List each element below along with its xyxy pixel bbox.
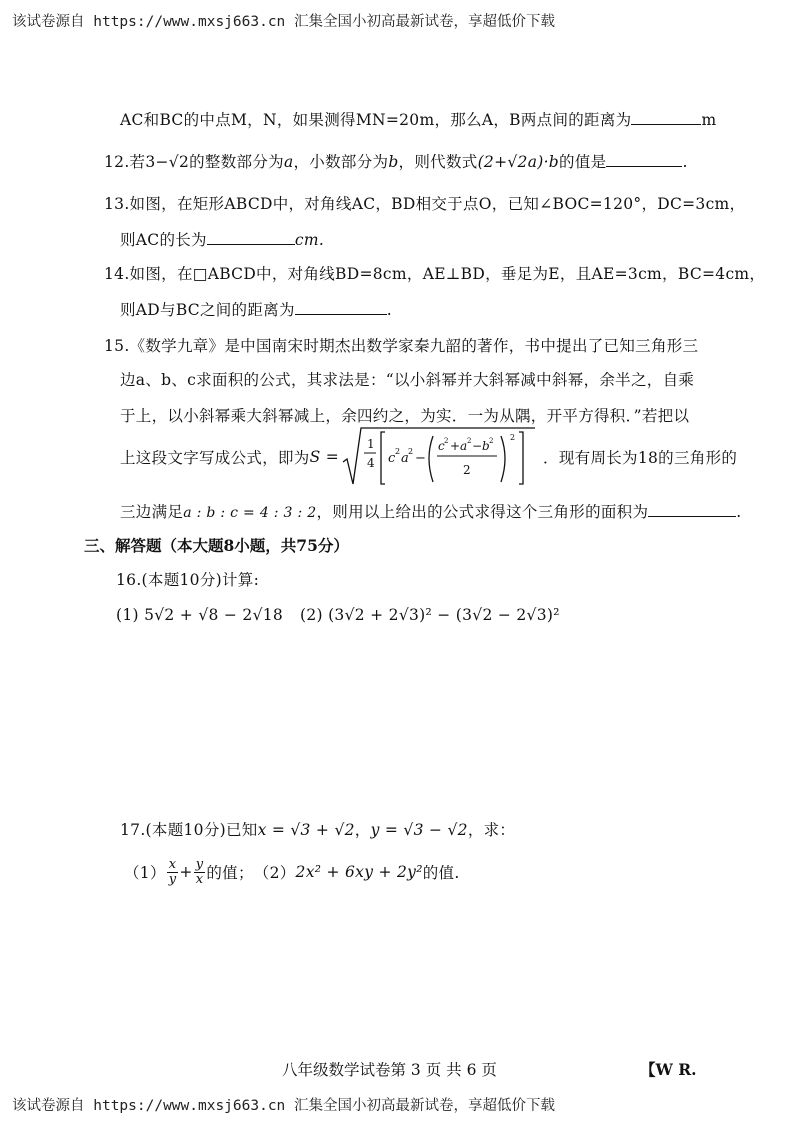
bottom-banner: 该试卷源自 https://www.mxsj663.cn 汇集全国小初高最新试卷，享超低价下载 xyxy=(12,1098,556,1114)
q17-header-suffix: ，求： xyxy=(467,821,516,839)
q15-formula-lhs: S = xyxy=(309,448,340,466)
q12-line xyxy=(104,150,688,172)
q12-var-b: b xyxy=(388,153,399,171)
svg-text:2: 2 xyxy=(489,437,494,445)
svg-text:c: c xyxy=(388,451,396,466)
svg-text:2: 2 xyxy=(463,463,471,477)
q14-answer-blank xyxy=(295,313,387,315)
q17-frac1-den: y xyxy=(168,871,177,887)
q12-expr: (2+√2a)·b xyxy=(477,153,560,171)
svg-text:c: c xyxy=(438,439,446,453)
q17-frac-y-over-x xyxy=(194,858,206,886)
q17-frac1-num: x xyxy=(167,858,179,873)
q17-plus: + xyxy=(179,863,193,881)
q16-header: 16.(本题10分)计算: xyxy=(116,571,260,589)
q17-part2-suffix: 的值. xyxy=(422,864,460,882)
q15-line4 xyxy=(120,424,737,490)
page-footer: 八年级数学试卷第 3 页 共 6 页 xyxy=(282,1061,497,1079)
q17-frac-x-over-y xyxy=(167,858,179,886)
q12-var-a: a xyxy=(283,153,294,171)
q15-line5-prefix: 三边满足 xyxy=(120,503,184,521)
q17-sep: ， xyxy=(354,821,371,839)
q17-part2-expr: 2x² + 6xy + 2y² xyxy=(295,863,423,881)
q15-line2: 边a、b、c求面积的公式，其求法是：“以小斜幂并大斜幂减中斜幂，余半之，自乘 xyxy=(120,371,695,389)
q12-end: . xyxy=(682,153,688,171)
q15-line4-suffix: ．现有周长为18的三角形的 xyxy=(543,449,738,467)
footer-mark: 【W R. xyxy=(640,1060,697,1079)
q17-parts xyxy=(124,852,460,892)
top-banner: 该试卷源自 https://www.mxsj663.cn 汇集全国小初高最新试卷，享超低价下载 xyxy=(12,14,556,30)
svg-text:2: 2 xyxy=(510,433,516,442)
q17-x-def: x = √3 + √2 xyxy=(257,821,355,839)
q12-mid2: ，则代数式 xyxy=(398,153,478,171)
q14-line1: 14.如图，在□ABCD中，对角线BD=8cm，AE⊥BD，垂足为E，且AE=3cm，BC=4cm， xyxy=(104,265,766,283)
q13-line2 xyxy=(120,228,324,250)
q17-y-def: y = √3 − √2 xyxy=(370,821,468,839)
q17-part1-suffix: 的值； xyxy=(206,864,254,882)
q13-unit: cm. xyxy=(294,231,325,249)
svg-text:1: 1 xyxy=(367,437,375,451)
q17-part2-label: （2） xyxy=(253,864,296,882)
q17-header xyxy=(120,818,515,840)
q15-line4-prefix: 上这段文字写成公式，即为 xyxy=(120,449,310,467)
q11-text: AC和BC的中点M，N，如果测得MN=20m，那么A，B两点间的距离为 xyxy=(120,111,632,129)
section3-title: 三、解答题（本大题8小题，共75分） xyxy=(84,536,349,555)
svg-text:b: b xyxy=(482,439,491,453)
q17-frac2-num: y xyxy=(195,856,204,872)
q14-line2-prefix: 则AD与BC之间的距离为 xyxy=(120,301,295,319)
q15-ratio: a : b : c = 4 : 3 : 2 xyxy=(183,505,317,521)
svg-text:4: 4 xyxy=(367,456,375,470)
q13-line2-prefix: 则AC的长为 xyxy=(120,231,207,249)
svg-text:2: 2 xyxy=(467,437,472,445)
q15-line5 xyxy=(120,500,742,522)
q11-answer-blank xyxy=(631,123,701,125)
q16-part2: (2) (3√2 + 2√3)² − (3√2 − 2√3)² xyxy=(300,606,560,624)
svg-text:2: 2 xyxy=(444,437,449,445)
q17-part1-label: （1） xyxy=(124,864,166,882)
q17-frac2-den: x xyxy=(195,871,204,887)
svg-text:−: − xyxy=(415,451,427,466)
q15-end: . xyxy=(736,503,742,521)
heron-qin-formula xyxy=(341,426,537,488)
q15-line3: 于上，以小斜幂乘大斜幂减上，余四约之，为实．一为从隅，开平方得积．”若把以 xyxy=(120,407,690,425)
q13-line1: 13.如图，在矩形ABCD中，对角线AC，BD相交于点O，已知∠BOC=120°，DC=3cm， xyxy=(104,195,746,213)
q14-line2 xyxy=(120,298,392,320)
q12-suffix: 的值是 xyxy=(559,153,607,171)
q15-line5-mid: ，则用以上给出的公式求得这个三角形的面积为 xyxy=(316,503,649,521)
q17-header-prefix: 17.(本题10分)已知 xyxy=(120,821,258,839)
q11-line xyxy=(120,108,716,130)
svg-text:2: 2 xyxy=(395,447,401,456)
svg-text:2: 2 xyxy=(408,447,414,456)
q15-line1: 15.《数学九章》是中国南宋时期杰出数学家秦九韶的著作，书中提出了已知三角形三 xyxy=(104,337,699,355)
q12-prefix: 12.若3−√2的整数部分为 xyxy=(104,153,284,171)
q11-unit: m xyxy=(701,111,717,129)
q12-answer-blank xyxy=(606,165,682,167)
q15-answer-blank xyxy=(648,515,736,517)
svg-text:a: a xyxy=(460,439,468,453)
q12-mid: ，小数部分为 xyxy=(293,153,389,171)
svg-text:−: − xyxy=(472,439,483,453)
q16-part1: (1) 5√2 + √8 − 2√18 xyxy=(116,606,284,624)
svg-text:a: a xyxy=(401,451,410,466)
svg-text:+: + xyxy=(450,439,461,453)
q13-answer-blank xyxy=(207,243,295,245)
q14-end: . xyxy=(386,301,392,319)
